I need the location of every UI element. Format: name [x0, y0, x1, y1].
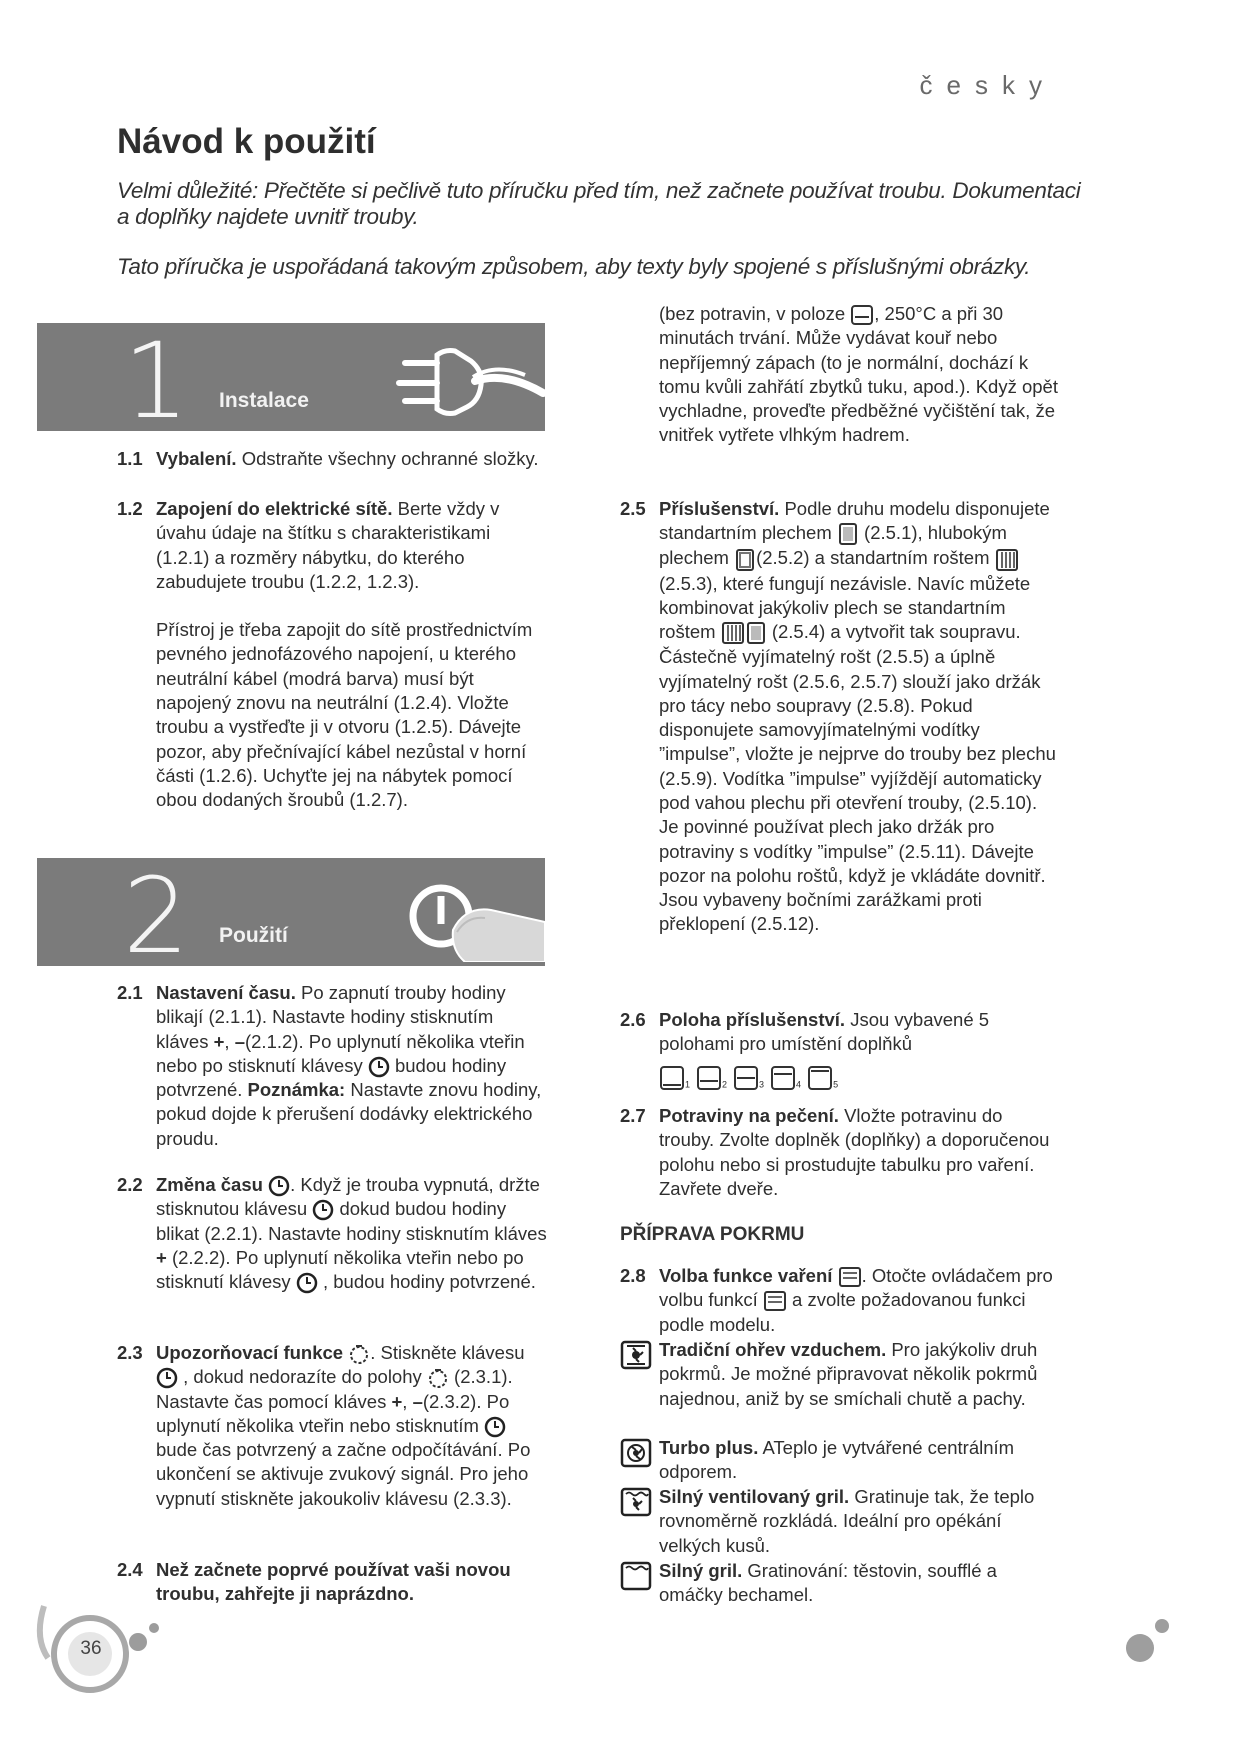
item-text-2: Přístroj je třeba zapojit do sítě prostřednictvím pevného jednofázového napojení, u kterého neutrální kábel (modrá barva) musí být napojený znovu na neutrální (1.2.4). Vložte troubu a vystřeďte ji v otvoru (1.2.5). Dávejte pozor, aby přečnívající kábel nezůstal v horní části (1.2.6). Uchyťte jej na nábytek pomocí obou dodaných šroubů (1.2.7).	[156, 619, 533, 811]
item-text-c: (2.5.2) a standartním roštem	[756, 547, 990, 569]
item-2-1: 2.1 Nastavení času. Po zapnutí trouby hodiny blikají (2.1.1). Nastavte hodiny stisknutím kláves +, –(2.1.2). Po uplynutí několika vteřin nebo po stisknutí klávesy budou hodiny potvrzené. Poznámka: Nastavte znovu hodiny, pokud dojde k přerušení dodávky elektrického proudu.	[117, 982, 542, 1149]
grill-icon	[620, 1561, 652, 1591]
function-traditional-fan	[620, 1338, 1060, 1411]
item-text-d: (2.5.3), které fungují nezávisle. Navíc můžete kombinovat jakýkoliv plech se standartním roštem	[659, 572, 1031, 643]
item-2-4-continued	[659, 302, 1059, 448]
section-banner-installation	[37, 320, 545, 442]
item-2-2	[117, 1173, 547, 1294]
item-title: Poloha příslušenství.	[659, 1009, 846, 1030]
item-number: 1.2	[117, 498, 143, 519]
shelf-2-icon	[696, 1065, 722, 1091]
turbo-fan-icon	[620, 1438, 652, 1468]
item-2-6	[620, 1008, 1060, 1097]
item-number: 2.2	[117, 1174, 143, 1195]
item-text-b: , dokud nedorazíte do polohy	[183, 1366, 422, 1388]
function-text: Gratinování: těstovin, soufflé a omáčky bechamel.	[659, 1560, 997, 1606]
clock-icon	[312, 1199, 334, 1221]
item-text-d: (2.3.2). Po uplynutí několika vteřin nebo stisknutím	[156, 1390, 510, 1436]
item-text: Vložte potravinu do trouby. Zvolte doplněk (doplňky) a doporučenou polohu nebo si prostudujte tabulku pro vaření. Zavřete dveře.	[659, 1105, 1050, 1199]
function-knob-icon	[763, 1290, 787, 1312]
intro-line-3: Tato příručka je uspořádaná takovým způsobem, aby texty byly spojené s příslušnými obrázky.	[117, 254, 1031, 279]
item-text-b: dokud budou hodiny blikat (2.2.1). Nastavte hodiny stisknutím kláves	[156, 1198, 547, 1244]
item-title: Volba funkce vaření	[659, 1265, 833, 1286]
item-text: . Stiskněte klávesu	[370, 1342, 525, 1363]
function-strong-grill	[620, 1559, 1060, 1608]
language-label: česky	[919, 70, 1056, 100]
function-title: Tradiční ohřev vzduchem.	[659, 1339, 887, 1360]
wire-rack-icon	[995, 548, 1019, 572]
page-number: 36	[80, 1638, 102, 1659]
oven-position-icon	[850, 304, 874, 326]
item-text-b: (2.1.2). Po uplynutí několika vteřin nebo po stisknutí klávesy	[156, 1030, 525, 1076]
shelf-position-1: 1	[659, 1065, 690, 1097]
item-1-1	[117, 447, 557, 471]
clock-icon	[296, 1272, 318, 1294]
item-text-b: (2.5.1), hlubokým plechem	[659, 522, 1007, 569]
shelf-position-2: 2	[696, 1065, 727, 1097]
intro-line-1: Velmi důležité: Přečtěte si pečlivě tuto příručku před tím, než začnete používat troubu. Dokumentaci	[117, 178, 1081, 203]
item-1-2	[117, 497, 547, 813]
item-2-5	[620, 497, 1060, 937]
clock-icon	[484, 1416, 506, 1438]
function-text: Gratinuje tak, že teplo rovnoměrně rozkládá. Ideální pro opékání velkých kusů.	[659, 1486, 1035, 1556]
fan-heating-icon	[620, 1340, 652, 1370]
clock-icon	[156, 1367, 178, 1389]
fan-grill-icon	[620, 1487, 652, 1517]
function-text: Pro jakýkoliv druh pokrmů. Je možné připravovat několik pokrmů najednou, aniž by se smíchali chutě a pachy.	[659, 1339, 1038, 1409]
function-fan-grill	[620, 1485, 1060, 1558]
plus-icon: +	[213, 1030, 225, 1052]
item-text-c: (2.3.1). Nastavte čas pomocí kláves	[156, 1366, 513, 1412]
section-label: Použití	[219, 924, 288, 947]
item-text-c: budou hodiny potvrzené.	[156, 1054, 507, 1101]
item-text: . Otočte ovládačem pro volbu funkcí	[659, 1265, 1053, 1311]
item-number: 1.1	[117, 448, 143, 469]
shelf-position-4: 4	[770, 1065, 801, 1097]
function-text: ATeplo je vytvářené centrálním odporem.	[659, 1437, 1015, 1483]
item-text-c: (2.2.2). Po uplynutí několika vteřin nebo po stisknutí klávesy	[156, 1246, 524, 1293]
shelf-positions	[659, 1065, 1060, 1097]
item-number: 2.5	[620, 498, 646, 519]
item-2-4	[117, 1558, 547, 1607]
item-title: Příslušenství.	[659, 498, 780, 519]
item-text: Podle druhu modelu disponujete standartním plechem	[659, 498, 1050, 544]
item-number: 2.6	[620, 1009, 646, 1030]
item-number: 2.7	[620, 1105, 646, 1126]
shelf-5-icon	[807, 1065, 833, 1091]
shelf-position-5: 5	[807, 1065, 838, 1097]
item-number: 2.1	[117, 982, 143, 1003]
item-title: Zapojení do elektrické sítě.	[156, 498, 393, 519]
section-label: Instalace	[219, 389, 309, 412]
alarm-bell-icon	[348, 1343, 370, 1365]
note-label: Poznámka:	[247, 1079, 346, 1101]
item-text-b: a zvolte požadovanou funkci podle modelu.	[659, 1289, 1026, 1335]
corner-dots-decoration	[1120, 1612, 1180, 1672]
item-title: Změna času	[156, 1174, 263, 1195]
item-title: Než začnete poprvé používat vaši novou troubu, zahřejte ji naprázdno.	[156, 1559, 511, 1605]
item-number: 2.3	[117, 1342, 143, 1363]
baking-tray-icon	[745, 621, 767, 645]
shelf-4-icon	[770, 1065, 796, 1091]
item-text-d: , budou hodiny potvrzené.	[322, 1271, 536, 1293]
wire-rack-icon	[721, 621, 745, 645]
function-turbo-plus	[620, 1436, 1060, 1485]
section-number: 1	[123, 320, 190, 442]
item-number: 2.8	[620, 1265, 646, 1286]
item-number: 2.4	[117, 1559, 143, 1580]
clock-icon	[368, 1056, 390, 1078]
item-text-b: , 250°C a při 30 minutách trvání. Může vydávat kouř nebo nepříjemný zápach (to je normální, dochází k tomu kvůli zahřátí zbytků tuku, apod.). Když opět vychladne, proveďte předběžné vyčištění tak, že vnitřek vytřete vlhkým hadrem.	[659, 303, 1058, 446]
section-number: 2	[123, 855, 190, 977]
function-title: Turbo plus.	[659, 1437, 759, 1458]
item-text: Po zapnutí trouby hodiny blikají (2.1.1). Nastavte hodiny stisknutím kláves	[156, 982, 506, 1052]
section-banner-usage	[37, 855, 545, 977]
item-text: Berte vždy v úvahu údaje na štítku s charakteristikami (1.2.1) a rozměry nábytku, do kterého zabudujete troubu (1.2.2, 1.2.3).	[156, 498, 500, 592]
item-2-8	[620, 1264, 1060, 1337]
item-text-e: bude čas potvrzený a začne odpočítávání. Po ukončení se aktivuje zvukový signál. Pro jeho vypnutí stiskněte jakoukoliv klávesu (2.3.3).	[156, 1439, 531, 1509]
plus-icon: +	[156, 1246, 167, 1268]
shelf-1-icon	[659, 1065, 685, 1091]
item-text-e: (2.5.4) a vytvořit tak soupravu. Částečně vyjímatelný rošt (2.5.5) a úplně vyjímatelný rošt (2.5.6, 2.5.7) slouží jako držák pro tácy nebo soupravy (2.5.8). Pokud disponujete samovyjímatelnými vodítky ”impulse”, vložte je nejprve do trouby bez plechu (2.5.9). Vodítka ”impulse” vyjíždějí automaticky pod vahou plechu při otevření trouby, (2.5.10). Je povinné používat plech jako držák pro potraviny s vodítky ”impulse” (2.5.11). Dávejte pozor na polohu roštů, když je vkládáte dovnitř. Jsou vybaveny bočními zarážkami proti překlopení (2.5.12).	[659, 621, 1056, 935]
item-text: Odstraňte všechny ochranné složky.	[241, 448, 539, 469]
item-title: Upozorňovací funkce	[156, 1342, 344, 1363]
item-2-7	[620, 1104, 1060, 1201]
item-title: Nastavení času.	[156, 982, 296, 1003]
page-title: Návod k použití	[117, 122, 376, 161]
plug-icon	[375, 341, 545, 421]
item-title: Vybalení.	[156, 448, 237, 469]
item-text: (bez potravin, v poloze	[659, 303, 846, 324]
item-text: Jsou vybavené 5 polohami pro umístění doplňků	[659, 1009, 990, 1055]
plus-icon: +	[391, 1390, 403, 1412]
shelf-3-icon	[733, 1065, 759, 1091]
item-text: . Když je trouba vypnutá, držte stisknutou klávesu	[156, 1174, 540, 1220]
section-heading: PŘÍPRAVA POKRMU	[620, 1224, 805, 1245]
intro-line-2: a doplňky najdete uvnitř trouby.	[117, 204, 419, 229]
minus-icon: –	[234, 1030, 245, 1052]
item-2-3: 2.3 Upozorňovací funkce . Stiskněte klávesu , dokud nedorazíte do polohy (2.3.1). Nastavte čas pomocí kláves +, –(2.3.2). Po uplynutí několika vteřin nebo stisknutím bude čas potvrzený a začne odpočítávání. Po ukončení se aktivuje zvukový signál. Pro jeho vypnutí stiskněte jakoukoliv klávesu (2.3.3).	[117, 1342, 531, 1509]
item-title: Potraviny na pečení.	[659, 1105, 839, 1126]
function-knob-icon	[838, 1266, 862, 1288]
note-text: Nastavte znovu hodiny, pokud dojde k přerušení dodávky elektrického proudu.	[156, 1079, 542, 1149]
clock-icon	[268, 1175, 290, 1197]
alarm-bell-icon	[427, 1367, 449, 1389]
baking-tray-icon	[837, 522, 859, 546]
shelf-position-3: 3	[733, 1065, 764, 1097]
finger-press-icon	[395, 866, 545, 962]
deep-tray-icon	[734, 548, 756, 572]
function-title: Silný gril.	[659, 1560, 743, 1581]
function-title: Silný ventilovaný gril.	[659, 1486, 850, 1507]
minus-icon: –	[412, 1390, 423, 1412]
